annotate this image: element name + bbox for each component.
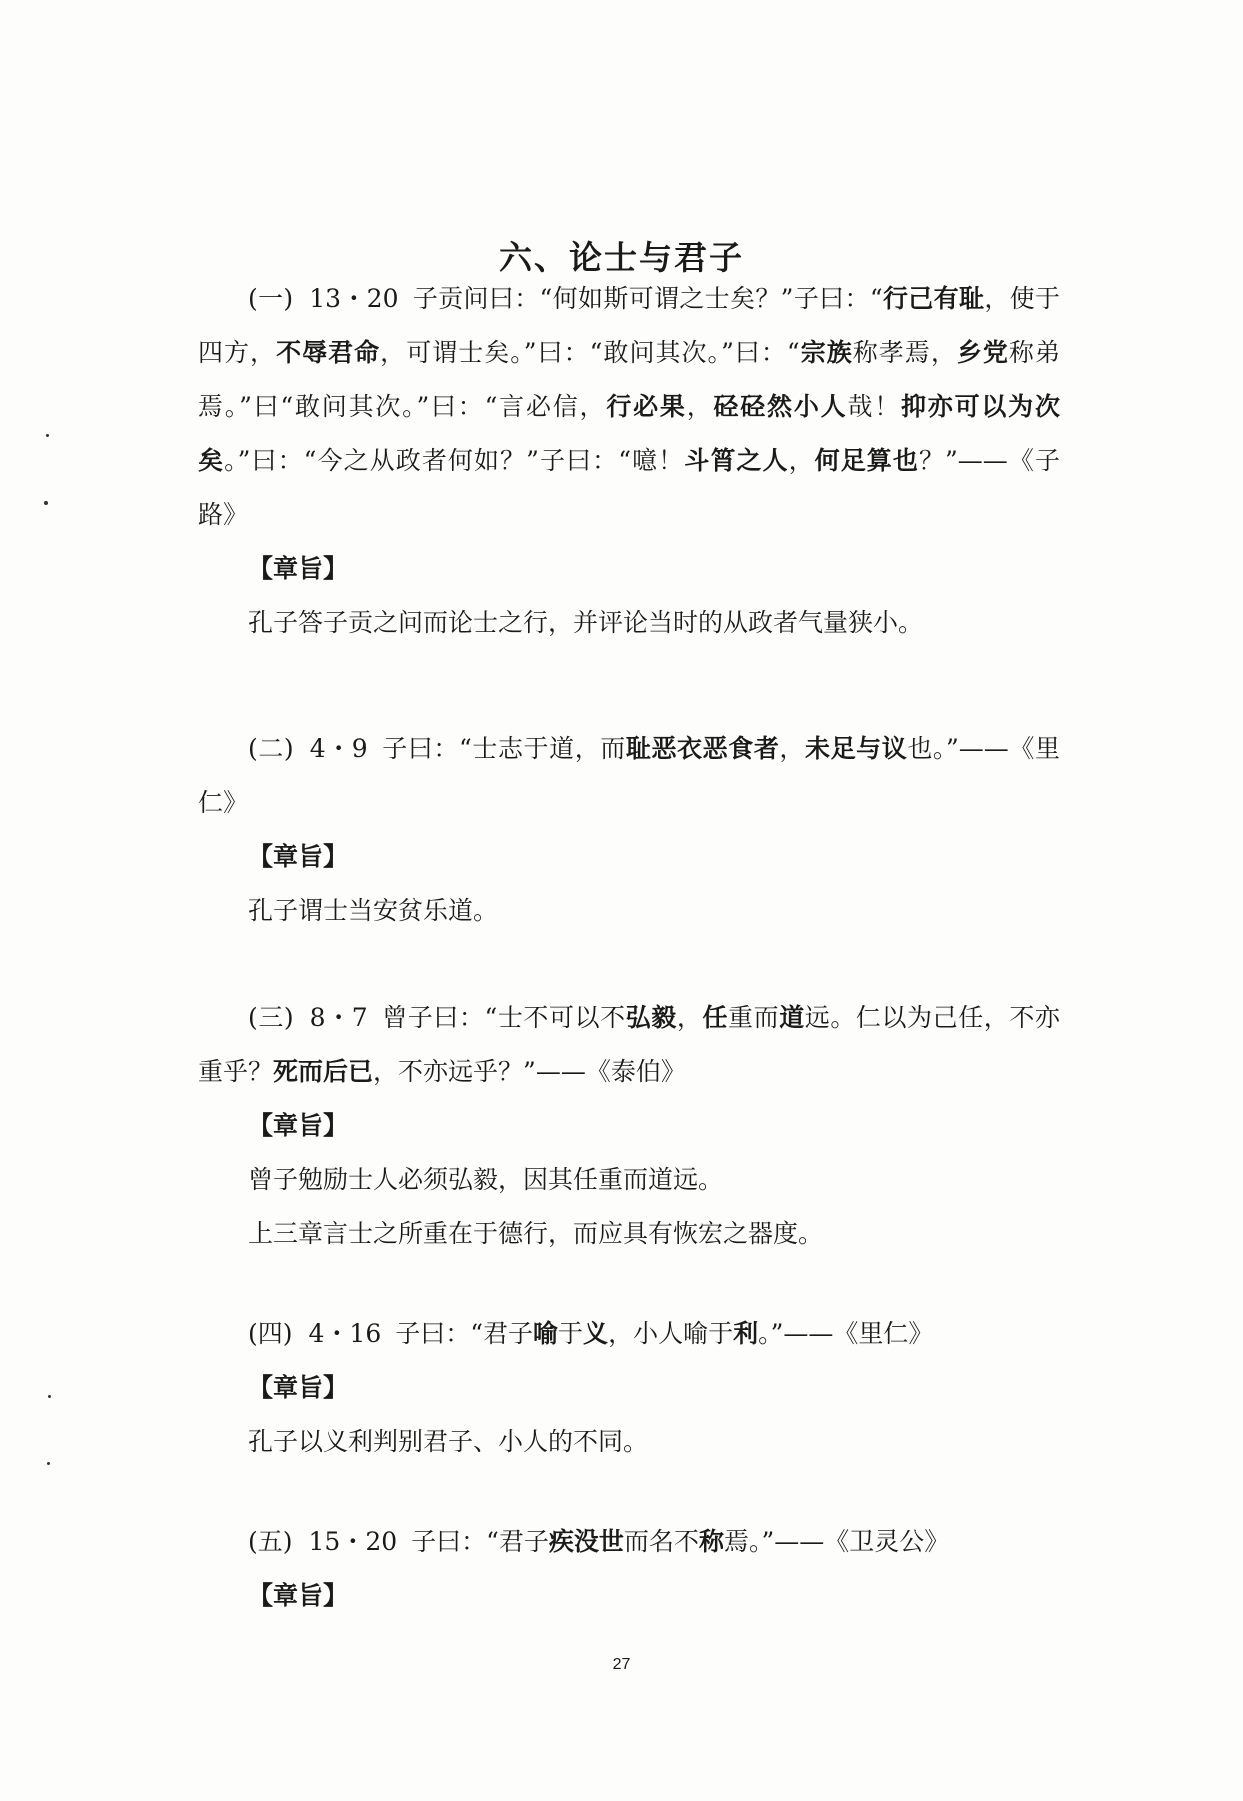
scan-speck bbox=[44, 501, 48, 505]
scan-speck bbox=[47, 1462, 50, 1465]
section-3-summary-2: 上三章言士之所重在于德行，而应具有恢宏之器度。 bbox=[248, 1219, 824, 1248]
section-1-text: (一) 13・20 子贡问曰：“何如斯可谓之士矣？”子曰：“行己有耻，使于四方，不辱君命，可谓士矣。”曰：“敢问其次。”曰：“宗族称孝焉，乡党称弟焉。”曰“敢问其次。”曰：“言必信，行必果，硁硁然小人哉！抑亦可以为次矣。”曰：“今之从政者何如？”子曰：“噫！斗筲之人，何足算也？”——《子路》 bbox=[198, 284, 1060, 529]
section-marker: (四) bbox=[248, 1319, 293, 1348]
section-marker: (五) bbox=[248, 1527, 293, 1556]
section-4-summary: 孔子以义利判别君子、小人的不同。 bbox=[248, 1427, 649, 1456]
page-number: 27 bbox=[612, 1656, 631, 1673]
section-marker: (二) bbox=[248, 734, 294, 763]
section-2 bbox=[198, 722, 1060, 938]
section-2-summary: 孔子谓士当安贫乐道。 bbox=[248, 896, 499, 925]
section-2-tag: 【章旨】 bbox=[248, 842, 349, 871]
section-3-tag: 【章旨】 bbox=[248, 1111, 349, 1140]
scan-speck bbox=[48, 1395, 51, 1398]
section-5 bbox=[198, 1515, 1060, 1623]
section-3-text: (三) 8・7 曾子曰：“士不可以不弘毅，任重而道远。仁以为己任，不亦重乎？死而后已，不亦远乎？”——《泰伯》 bbox=[198, 1003, 1060, 1086]
section-3-summary: 曾子勉励士人必须弘毅，因其任重而道远。 bbox=[248, 1165, 724, 1194]
section-2-text: (二) 4・9 子曰：“士志于道，而耻恶衣恶食者，未足与议也。”——《里仁》 bbox=[198, 734, 1060, 817]
chapter-ref: 13・20 bbox=[309, 284, 399, 313]
chapter-ref: 4・16 bbox=[308, 1319, 382, 1348]
page-title: 六、论士与君子 bbox=[499, 238, 744, 277]
section-1-tag: 【章旨】 bbox=[248, 554, 349, 583]
section-marker: (三) bbox=[248, 1003, 294, 1032]
section-marker: (一) bbox=[248, 284, 294, 313]
section-4-text: (四) 4・16 子曰：“君子喻于义，小人喻于利。”——《里仁》 bbox=[248, 1319, 934, 1348]
chapter-ref: 4・9 bbox=[309, 734, 368, 763]
section-3 bbox=[198, 991, 1060, 1261]
chapter-ref: 15・20 bbox=[308, 1527, 398, 1556]
section-4 bbox=[198, 1307, 1060, 1469]
section-1-summary: 孔子答子贡之问而论士之行，并评论当时的从政者气量狭小。 bbox=[248, 608, 924, 637]
scan-speck bbox=[46, 434, 49, 437]
section-5-text: (五) 15・20 子曰：“君子疾没世而名不称焉。”——《卫灵公》 bbox=[248, 1527, 950, 1556]
chapter-ref: 8・7 bbox=[309, 1003, 368, 1032]
section-4-tag: 【章旨】 bbox=[248, 1373, 349, 1402]
section-5-tag: 【章旨】 bbox=[248, 1581, 349, 1610]
section-1 bbox=[198, 272, 1060, 650]
